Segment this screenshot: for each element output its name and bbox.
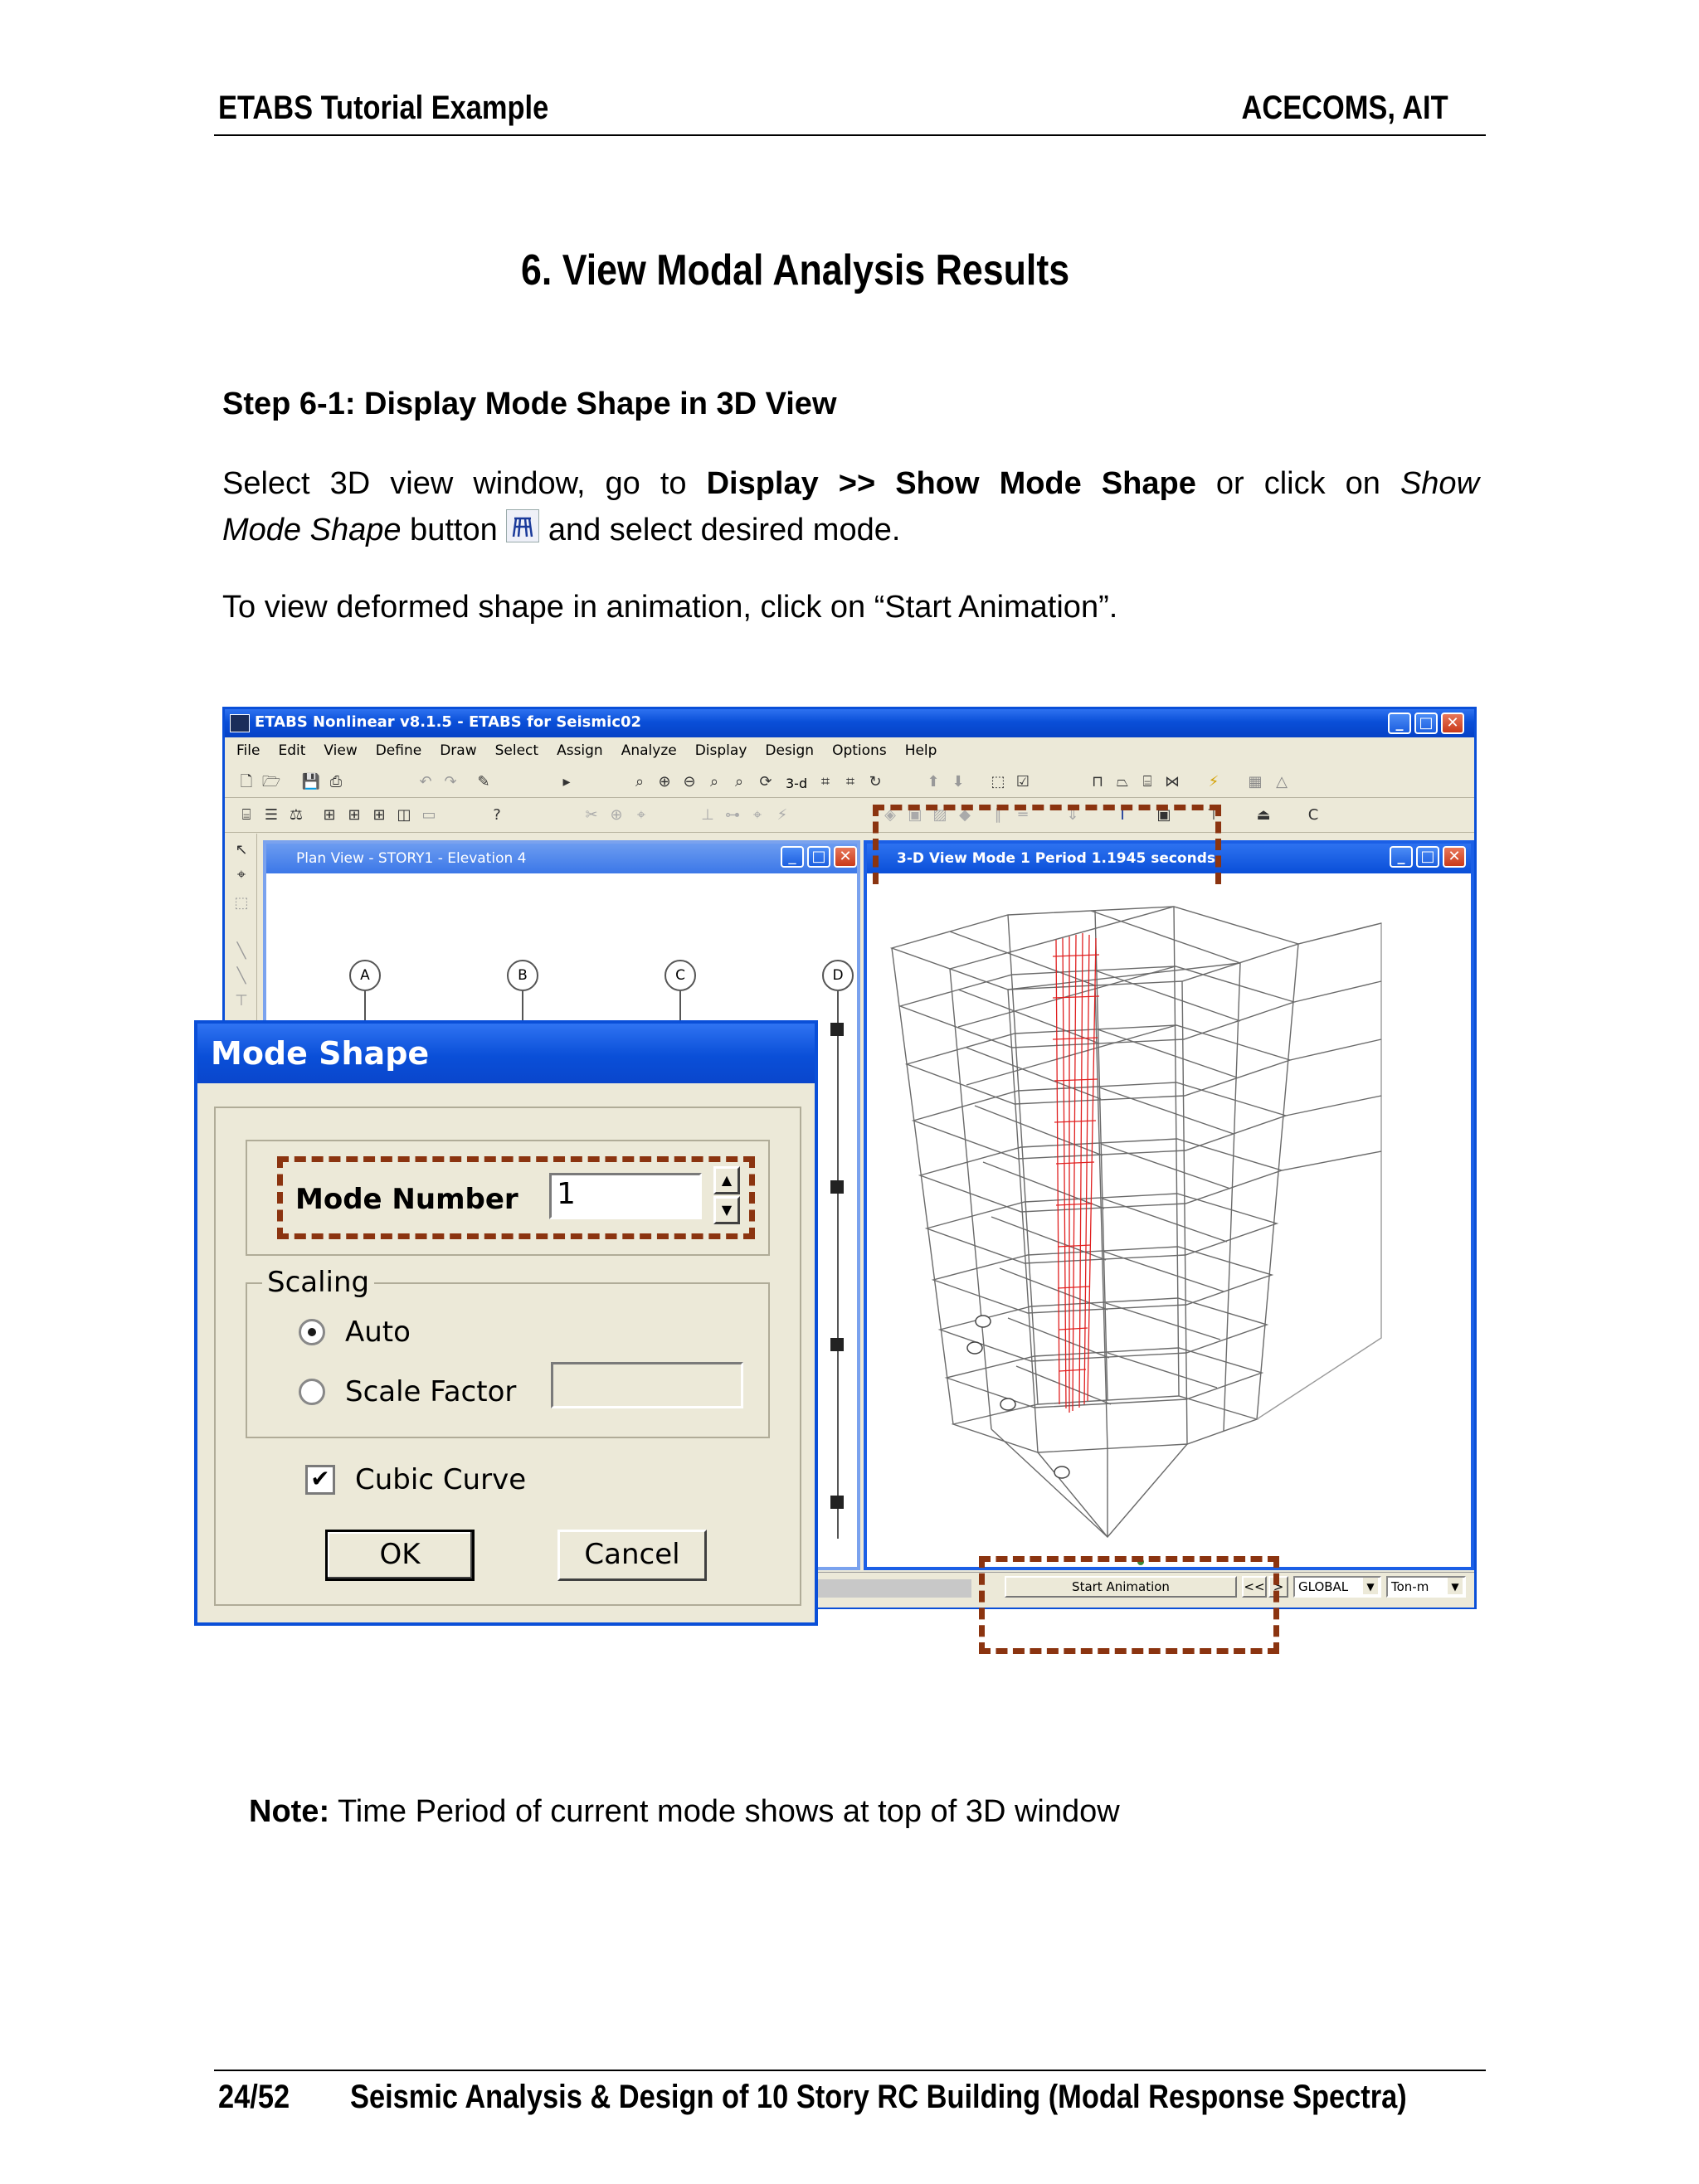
pointer-icon[interactable]: ▸ [562, 773, 571, 790]
point-load-icon[interactable]: ⇓ [1066, 806, 1079, 824]
scaling-group-label: Scaling [262, 1266, 374, 1299]
header-rule [214, 134, 1486, 136]
material-icon[interactable]: ⚖ [289, 806, 304, 824]
menu-display[interactable]: Display [694, 742, 747, 759]
frame-section-icon[interactable]: ⊞ [323, 806, 336, 824]
3d-building-mode-shape [867, 873, 1471, 1567]
3d-view-title: 3-D View Mode 1 Period 1.1945 seconds [897, 850, 1215, 867]
mode-down-button[interactable]: ▼ [713, 1196, 740, 1224]
menu-select[interactable]: Select [494, 742, 539, 759]
header-left: ETABS Tutorial Example [218, 90, 549, 126]
footer-page-number: 24/52 [218, 2079, 290, 2115]
design-check-icon[interactable]: △ [1276, 773, 1288, 790]
units-value: Ton-m [1391, 1579, 1429, 1594]
plan-view-title: Plan View - STORY1 - Elevation 4 [296, 850, 527, 867]
main-titlebar [225, 709, 1474, 737]
mode-number-input[interactable]: 1 [549, 1173, 702, 1219]
section-cut-icon[interactable]: ∥ [994, 806, 1002, 824]
draw-link-icon[interactable]: ◆ [959, 806, 971, 824]
grid-line-b [522, 991, 523, 1024]
footer-rule [214, 2070, 1486, 2071]
run-analysis-icon[interactable]: ⚡ [1208, 773, 1219, 790]
column-marker [830, 1338, 844, 1351]
move-up-icon[interactable]: ⬆ [927, 773, 940, 790]
draw-wall-icon[interactable]: ⚡ [776, 806, 788, 824]
para-text: and select desired mode. [539, 513, 901, 547]
reshape-icon[interactable]: ⊓ [1091, 773, 1104, 790]
reshape-pointer-icon[interactable]: ⌖ [236, 866, 246, 883]
undo-icon[interactable]: ↶ [419, 773, 432, 790]
menu-define[interactable]: Define [375, 742, 422, 759]
chevron-down-icon[interactable]: ▼ [1363, 1578, 1378, 1594]
column-marker [830, 1496, 844, 1509]
draw-column-left-icon[interactable]: ⊤ [235, 992, 248, 1009]
slab-section-icon[interactable]: ◫ [397, 806, 411, 824]
scale-factor-input[interactable] [551, 1362, 743, 1408]
column-marker [830, 1023, 844, 1036]
cancel-button[interactable]: Cancel [557, 1530, 707, 1581]
draw-beam-icon[interactable]: ⊥ [701, 806, 714, 824]
plan-view-titlebar [266, 844, 857, 873]
frame-load-icon[interactable]: I [1120, 806, 1125, 824]
cut-icon[interactable]: ✂ [585, 806, 598, 824]
help-pointer-icon[interactable]: ? [493, 806, 501, 824]
instruction-line-1: Select 3D view window, go to Display >> Show Mode Shape or click on Show [222, 466, 1480, 501]
menu-path: Display >> Show Mode Shape [706, 466, 1196, 501]
grid-line-d [837, 991, 839, 1539]
save-icon[interactable]: 💾 [301, 773, 321, 790]
3d-maximize-button[interactable]: □ [1416, 846, 1439, 868]
3d-minimize-button[interactable]: _ [1390, 846, 1413, 868]
menu-edit[interactable]: Edit [278, 742, 306, 759]
units-select[interactable] [1386, 1576, 1466, 1598]
zoom-out-icon[interactable]: ⊖ [683, 773, 696, 790]
toolbar-row-2 [225, 799, 1474, 833]
close-button[interactable]: ✕ [1441, 713, 1464, 734]
menu-analyze[interactable]: Analyze [621, 742, 677, 759]
mode-shape-button-icon [506, 509, 539, 542]
mode-up-button[interactable]: ▲ [713, 1166, 740, 1194]
animation-instruction: To view deformed shape in animation, click on “Start Animation”. [222, 590, 1118, 625]
dimension-icon[interactable]: ═ [1018, 806, 1028, 824]
para-text: or click on [1195, 466, 1400, 501]
pan-icon[interactable]: ⌕ [734, 773, 744, 790]
set-display-icon[interactable]: ☑ [1015, 773, 1030, 790]
deck-section-icon[interactable]: ▭ [421, 806, 436, 824]
start-animation-button[interactable]: Start Animation [1005, 1576, 1237, 1598]
toolbar-row-1 [225, 767, 1474, 798]
note-text: Time Period of current mode shows at top of 3D window [329, 1794, 1120, 1829]
dialog-titlebar [197, 1024, 815, 1083]
plan-maximize-button[interactable]: □ [807, 846, 830, 868]
auto-label: Auto [345, 1316, 411, 1349]
draw-column-icon[interactable]: ⊶ [725, 806, 740, 824]
radio-dot [308, 1328, 316, 1336]
menu-draw[interactable]: Draw [440, 742, 477, 759]
plan-minimize-button[interactable]: _ [781, 846, 804, 868]
select-box-icon[interactable]: ⬚ [234, 894, 249, 912]
para-text: Select 3D view window, go to [222, 466, 707, 501]
menu-view[interactable]: View [324, 742, 358, 759]
grid-bubble-a: A [349, 960, 381, 991]
print-icon[interactable]: ⎙ [329, 773, 343, 790]
start-animation-highlight-box [979, 1556, 1279, 1654]
menu-options[interactable]: Options [832, 742, 887, 759]
scale-factor-radio[interactable] [299, 1379, 325, 1405]
mode-shape-red-lines [1053, 933, 1099, 1413]
scale-factor-label: Scale Factor [345, 1375, 517, 1408]
open-file-icon[interactable]: 🗁 [261, 773, 281, 790]
footer-title: Seismic Analysis & Design of 10 Story RC Building (Modal Response Spectra) [350, 2079, 1407, 2115]
redo-icon[interactable]: ↷ [444, 773, 457, 790]
draw-brace-left-icon[interactable]: ╲ [236, 967, 246, 985]
column-marker [830, 1180, 844, 1194]
grid-bubble-b: B [507, 960, 538, 991]
new-file-icon[interactable]: 🗋 [240, 773, 253, 790]
maximize-button[interactable]: □ [1414, 713, 1438, 734]
cubic-curve-label: Cubic Curve [355, 1463, 527, 1496]
3d-view-button[interactable]: 3-d [786, 776, 808, 791]
grid-bubble-d: D [822, 960, 854, 991]
main-title: ETABS Nonlinear v8.1.5 - ETABS for Seismic02 [255, 713, 642, 731]
plan-view-icon[interactable]: ⌗ [820, 773, 830, 790]
prev-mode-button[interactable]: << [1242, 1576, 1267, 1598]
zoom-in-icon[interactable]: ⊕ [658, 773, 671, 790]
zoom-window-icon[interactable]: ⌕ [635, 773, 645, 790]
refresh-icon[interactable]: ⟳ [759, 773, 772, 790]
draw-slab-icon[interactable]: ▨ [932, 806, 947, 824]
menu-file[interactable]: File [236, 742, 260, 759]
member-forces-icon[interactable]: ⋈ [1165, 773, 1180, 790]
mode-shape-dialog [194, 1020, 818, 1626]
draw-grid-icon[interactable]: ⌸ [241, 806, 251, 824]
snap-point-icon[interactable]: ⌖ [636, 806, 646, 824]
wall-section-icon[interactable]: ⊞ [348, 806, 361, 824]
menu-assign[interactable]: Assign [557, 742, 603, 759]
menu-help[interactable]: Help [904, 742, 937, 759]
cubic-curve-checkbox[interactable]: ✔ [305, 1465, 335, 1495]
minimize-button[interactable]: _ [1388, 713, 1411, 734]
area-load-icon[interactable]: ▣ [1156, 806, 1171, 824]
draw-opening-icon[interactable]: ▣ [908, 806, 923, 824]
load-case-icon[interactable]: ⊞ [372, 806, 386, 824]
3d-view-window[interactable] [864, 840, 1474, 1570]
mode-number-label: Mode Number [295, 1183, 518, 1216]
section-title: 6. View Modal Analysis Results [521, 246, 1070, 294]
ok-button[interactable]: OK [325, 1530, 475, 1581]
grid-bubble-c: C [665, 960, 696, 991]
elevation-view-icon[interactable]: ⌗ [845, 773, 855, 790]
diaphragm-icon[interactable]: ⏏ [1256, 806, 1271, 824]
plan-close-button[interactable]: ✕ [834, 846, 857, 868]
pier-label-icon[interactable]: C [1307, 806, 1319, 824]
grid-line-a [364, 991, 366, 1024]
period-highlight-box [873, 805, 1221, 884]
3d-close-button[interactable]: ✕ [1443, 846, 1466, 868]
move-down-icon[interactable]: ⬇ [952, 773, 965, 790]
header-right: ACECOMS, AIT [1241, 90, 1448, 126]
menu-bar [236, 742, 955, 766]
snap-icon[interactable]: ⊕ [610, 806, 623, 824]
scaling-group [246, 1282, 770, 1438]
step-heading: Step 6-1: Display Mode Shape in 3D View [222, 387, 837, 421]
rotate-icon[interactable]: ↻ [869, 773, 882, 790]
story-icon[interactable]: ☰ [264, 806, 279, 824]
select-pointer-icon[interactable]: ↖ [235, 841, 248, 859]
next-mode-button[interactable]: > [1268, 1576, 1288, 1598]
pencil-icon[interactable]: ✎ [477, 773, 490, 790]
design-icon[interactable]: ▦ [1248, 773, 1263, 790]
coord-system-select[interactable] [1293, 1576, 1381, 1598]
dialog-title: Mode Shape [211, 1035, 430, 1072]
draw-brace-icon[interactable]: ⌖ [752, 806, 762, 824]
auto-radio[interactable] [299, 1319, 325, 1345]
note-label: Note: [249, 1794, 330, 1829]
draw-line-icon[interactable]: ╲ [236, 942, 246, 960]
grid-line-c [679, 991, 681, 1024]
zoom-previous-icon[interactable]: ⌕ [709, 773, 719, 790]
draw-area-icon[interactable]: ◈ [884, 806, 896, 824]
restraint-icon[interactable]: ⊤ [1207, 806, 1220, 824]
deformed-shape-icon[interactable]: ⏢ [1116, 773, 1129, 790]
mode-shape-icon[interactable]: ⌸ [1142, 773, 1152, 790]
object-shrink-icon[interactable]: ⬚ [991, 773, 1005, 790]
coord-system-value: GLOBAL [1298, 1579, 1349, 1594]
etabs-app-icon [230, 714, 250, 732]
menu-design[interactable]: Design [765, 742, 815, 759]
note [249, 1788, 1120, 1835]
instruction-line-2: Mode Shape button and select desired mode. [222, 507, 900, 553]
chevron-down-icon[interactable]: ▼ [1448, 1578, 1463, 1594]
mode-number-highlight-box [277, 1156, 755, 1239]
